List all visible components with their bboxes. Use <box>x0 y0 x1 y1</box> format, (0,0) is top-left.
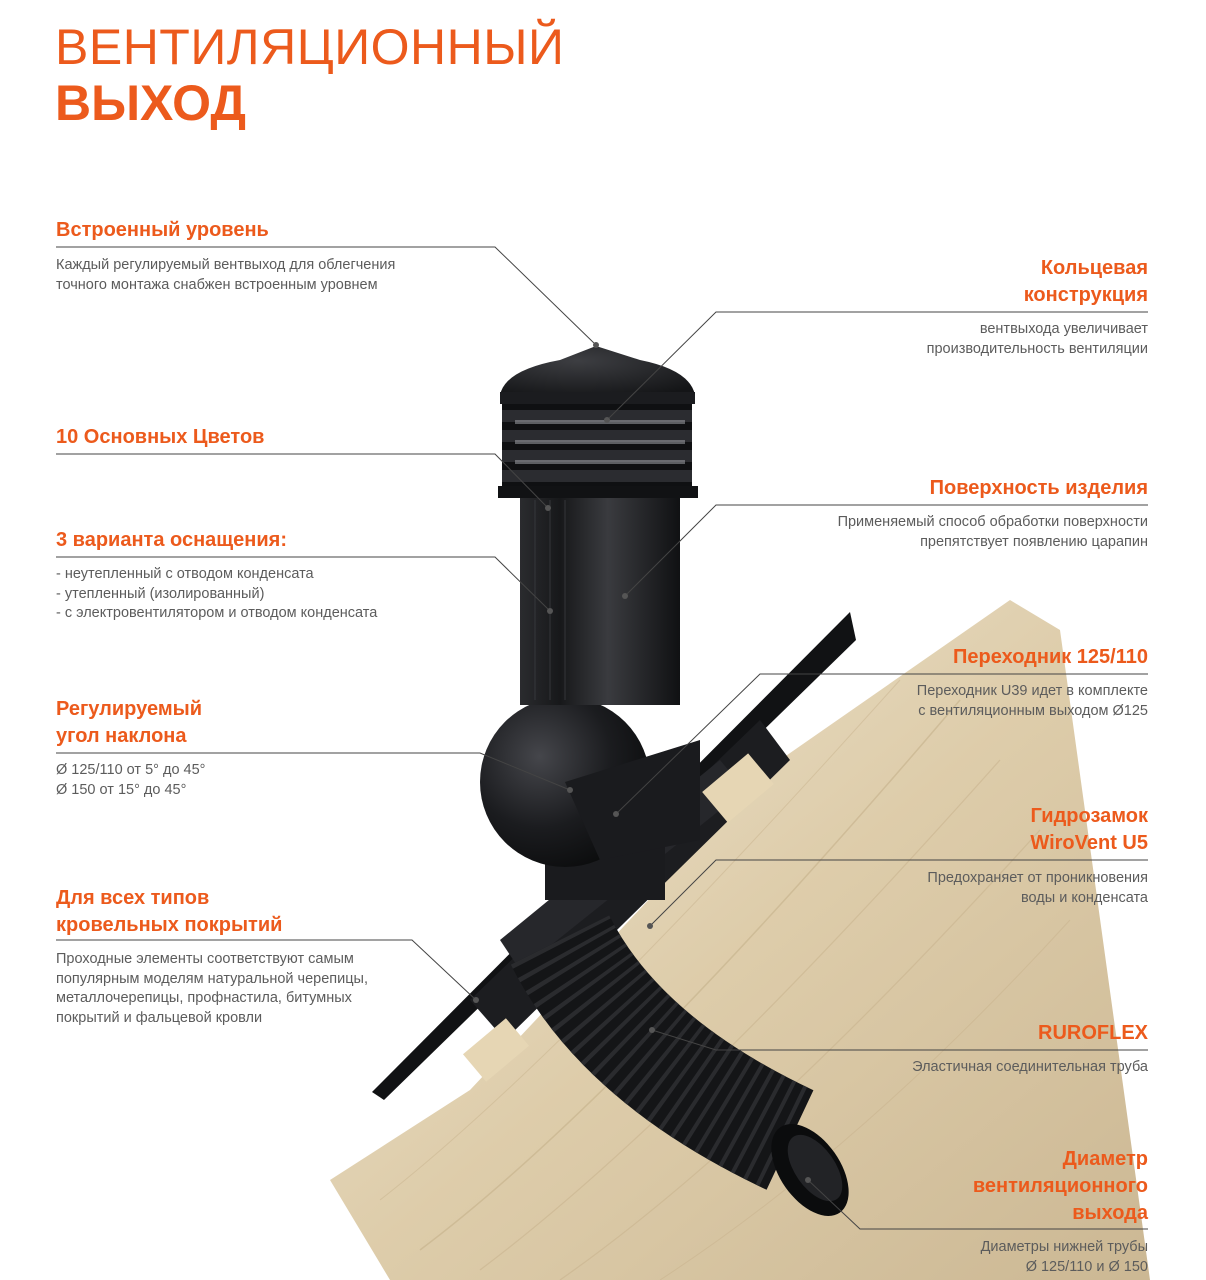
feature-roofing-desc: Проходные элементы соответствуют самым популярным моделям натуральной черепицы, металлочерепицы, профнастила, битумных покрытий и фальцевой кровли <box>56 951 369 1026</box>
feature-water-lock-desc: Предохраняет от проникновения воды и конденсата <box>927 870 1148 906</box>
feature-equipment-desc: - неутепленный с отводом конденсата - утепленный (изолированный) - с электровентилятором и отводом конденсата <box>56 566 378 621</box>
feature-surface-desc: Применяемый способ обработки поверхности препятствует появлению царапин <box>837 514 1148 550</box>
feature-roofing-heading: Для всех типов кровельных покрытий <box>56 887 283 936</box>
feature-ring-design-heading: Кольцевая конструкция <box>1023 257 1148 306</box>
cap-louvres <box>502 400 692 486</box>
feature-equipment-heading: 3 варианта оснащения: <box>56 529 288 551</box>
feature-ruroflex-desc: Эластичная соединительная труба <box>912 1059 1148 1075</box>
feature-colors-heading: 10 Основных Цветов <box>56 426 265 448</box>
cap-base-rim <box>498 486 698 498</box>
feature-built-in-level-desc: Каждый регулируемый вентвыход для облегчения точного монтажа снабжен встроенным уровнем <box>56 257 396 293</box>
feature-angle-heading: Регулируемый угол наклона <box>56 698 202 747</box>
cap-dome <box>500 346 695 395</box>
page-title-bold: ВЫХОД <box>55 75 246 131</box>
feature-built-in-level-heading: Встроенный уровень <box>56 219 269 241</box>
feature-ruroflex-heading: RUROFLEX <box>1038 1022 1148 1044</box>
feature-surface-heading: Поверхность изделия <box>929 477 1148 499</box>
feature-ring-design-desc: вентвыхода увеличивает производительность вентиляции <box>926 321 1148 357</box>
main-pipe <box>520 495 680 705</box>
feature-water-lock-heading: Гидрозамок WiroVent U5 <box>1030 805 1148 854</box>
feature-angle-desc: Ø 125/110 от 5° до 45° Ø 150 от 15° до 45° <box>56 762 206 798</box>
page-title: ВЕНТИЛЯЦИОННЫЙ <box>55 19 565 75</box>
feature-diameter-heading: Диаметр вентиляционного выхода <box>972 1148 1148 1224</box>
feature-adapter-heading: Переходник 125/110 <box>953 646 1148 668</box>
feature-diameter-desc: Диаметры нижней трубы Ø 125/110 и Ø 150 <box>980 1239 1148 1275</box>
feature-adapter-desc: Переходник U39 идет в комплекте с вентиляционным выходом Ø125 <box>916 683 1148 719</box>
